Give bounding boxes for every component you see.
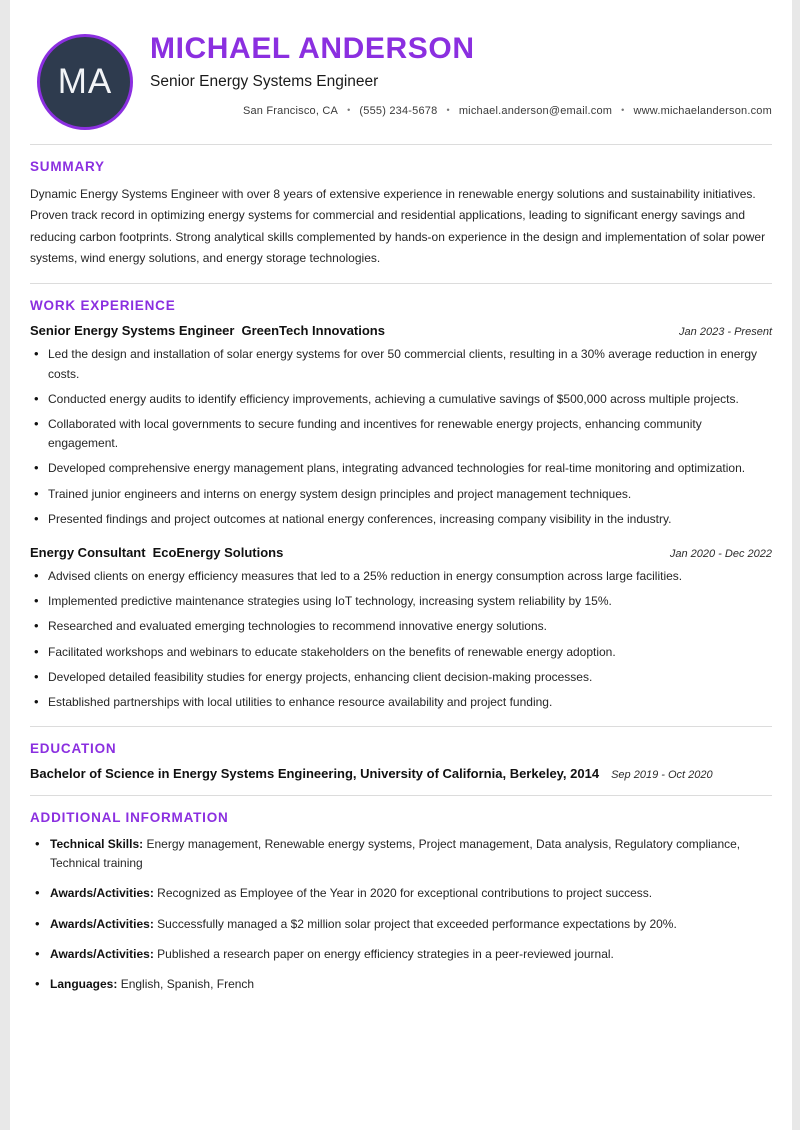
- section-title-summary: SUMMARY: [30, 159, 105, 174]
- list-item: [30, 945, 772, 964]
- avatar-container: [30, 30, 140, 130]
- job-dates: Jan 2023 - Present: [679, 326, 772, 339]
- list-item: • Established partnerships with local utilities to enhance resource availability and project funding.: [30, 693, 772, 712]
- section-title-additional-information: ADDITIONAL INFORMATION: [30, 810, 229, 826]
- job-bullet-list: [30, 567, 772, 712]
- bullet-separator-icon: •: [446, 104, 450, 115]
- additional-info-list: [30, 835, 772, 994]
- additional-info-value: Published a research paper on energy efficiency strategies in a peer-reviewed journal.: [157, 946, 614, 961]
- job-company: EcoEnergy Solutions: [152, 544, 284, 560]
- list-item: • Developed comprehensive energy management plans, integrating advanced technologies for real-time monitoring and optimization.: [30, 459, 772, 478]
- resume-header: [30, 22, 772, 130]
- job-company: GreenTech Innovations: [241, 323, 385, 339]
- list-item: • Trained junior engineers and interns on energy system design principles and project management techniques.: [30, 485, 772, 504]
- section-title-work-experience: WORK EXPERIENCE: [30, 298, 176, 314]
- section-title-education: EDUCATION: [30, 741, 117, 757]
- resume-page: [10, 0, 792, 1130]
- contact-website[interactable]: www.michaelanderson.com: [633, 104, 772, 117]
- job-entry: [30, 545, 772, 712]
- list-item: • Facilitated workshops and webinars to educate stakeholders on the benefits of renewable energy adoption.: [30, 643, 772, 662]
- additional-info-value: Recognized as Employee of the Year in 2020 for exceptional contributions to project success.: [157, 886, 653, 901]
- job-title-company: [30, 545, 283, 560]
- section-additional-information: [30, 796, 772, 994]
- list-item: [30, 884, 772, 903]
- contact-location: San Francisco, CA: [242, 104, 339, 117]
- resume-content: [30, 22, 772, 994]
- additional-info-label: Awards/Activities:: [50, 886, 154, 901]
- list-item: [30, 835, 772, 873]
- contact-email[interactable]: michael.anderson@email.com: [458, 104, 613, 117]
- bullet-separator-icon: •: [347, 104, 351, 115]
- section-education: [30, 727, 772, 781]
- job-dates: Jan 2020 - Dec 2022: [669, 547, 772, 560]
- education-entry: [30, 766, 772, 781]
- bullet-separator-icon: •: [621, 104, 625, 115]
- additional-info-value: English, Spanish, French: [120, 977, 255, 991]
- list-item: • Presented findings and project outcomes at national energy conferences, increasing company visibility in the industry.: [30, 510, 772, 529]
- additional-info-label: Awards/Activities:: [50, 916, 154, 931]
- section-work-experience: [30, 284, 772, 712]
- header-job-title: Senior Energy Systems Engineer: [150, 73, 379, 90]
- additional-info-label: Languages:: [50, 977, 118, 991]
- additional-info-value: Successfully managed a $2 million solar project that exceeded performance expectations by 20%.: [157, 916, 677, 931]
- job-title-company: [30, 323, 385, 338]
- list-item: [30, 915, 772, 934]
- job-entry: [30, 323, 772, 529]
- job-header: [30, 545, 772, 560]
- job-bullet-list: [30, 345, 772, 529]
- list-item: • Researched and evaluated emerging technologies to recommend innovative energy solutions.: [30, 617, 772, 636]
- contact-line: [150, 105, 772, 117]
- list-item: • Conducted energy audits to identify efficiency improvements, achieving a cumulative savings of $500,000 across multiple projects.: [30, 390, 772, 409]
- list-item: • Led the design and installation of solar energy systems for over 50 commercial clients, resulting in a 30% average reduction in energy costs.: [30, 345, 772, 383]
- job-title: Energy Consultant: [30, 544, 146, 560]
- page-title: MICHAEL ANDERSON: [150, 32, 475, 65]
- header-text-block: [140, 30, 772, 117]
- avatar: MA: [37, 34, 133, 130]
- list-item: • Developed detailed feasibility studies for energy projects, enhancing client decision-making processes.: [30, 668, 772, 687]
- list-item: • Implemented predictive maintenance strategies using IoT technology, increasing system reliability by 15%.: [30, 592, 772, 611]
- list-item: • Collaborated with local governments to secure funding and incentives for renewable energy projects, enhancing community engagement.: [30, 415, 772, 453]
- education-dates: Sep 2019 - Oct 2020: [611, 769, 713, 782]
- list-item: • Advised clients on energy efficiency measures that led to a 25% reduction in energy consumption across large facilities.: [30, 567, 772, 586]
- additional-info-label: Awards/Activities:: [50, 946, 154, 961]
- section-summary: [30, 145, 772, 269]
- education-degree: Bachelor of Science in Energy Systems Engineering, University of California, Berkeley, 2014: [30, 766, 600, 782]
- contact-phone[interactable]: (555) 234-5678: [359, 104, 438, 117]
- job-title: Senior Energy Systems Engineer: [30, 323, 235, 339]
- job-header: [30, 323, 772, 338]
- additional-info-label: Technical Skills:: [50, 837, 144, 852]
- list-item: [30, 975, 772, 994]
- summary-text: Dynamic Energy Systems Engineer with over 8 years of extensive experience in renewable energy solutions and sustainability initiatives. Proven track record in optimizing energy systems for commercial and residential applications, leading to significant energy savings and reducing carbon footprints. Strong analytical skills complemented by hands-on experience in the design and implementation of solar power systems, wind energy solutions, and energy storage technologies.: [30, 187, 766, 266]
- additional-info-value: Energy management, Renewable energy systems, Project management, Data analysis, Regulatory compliance, Technical training: [50, 837, 741, 871]
